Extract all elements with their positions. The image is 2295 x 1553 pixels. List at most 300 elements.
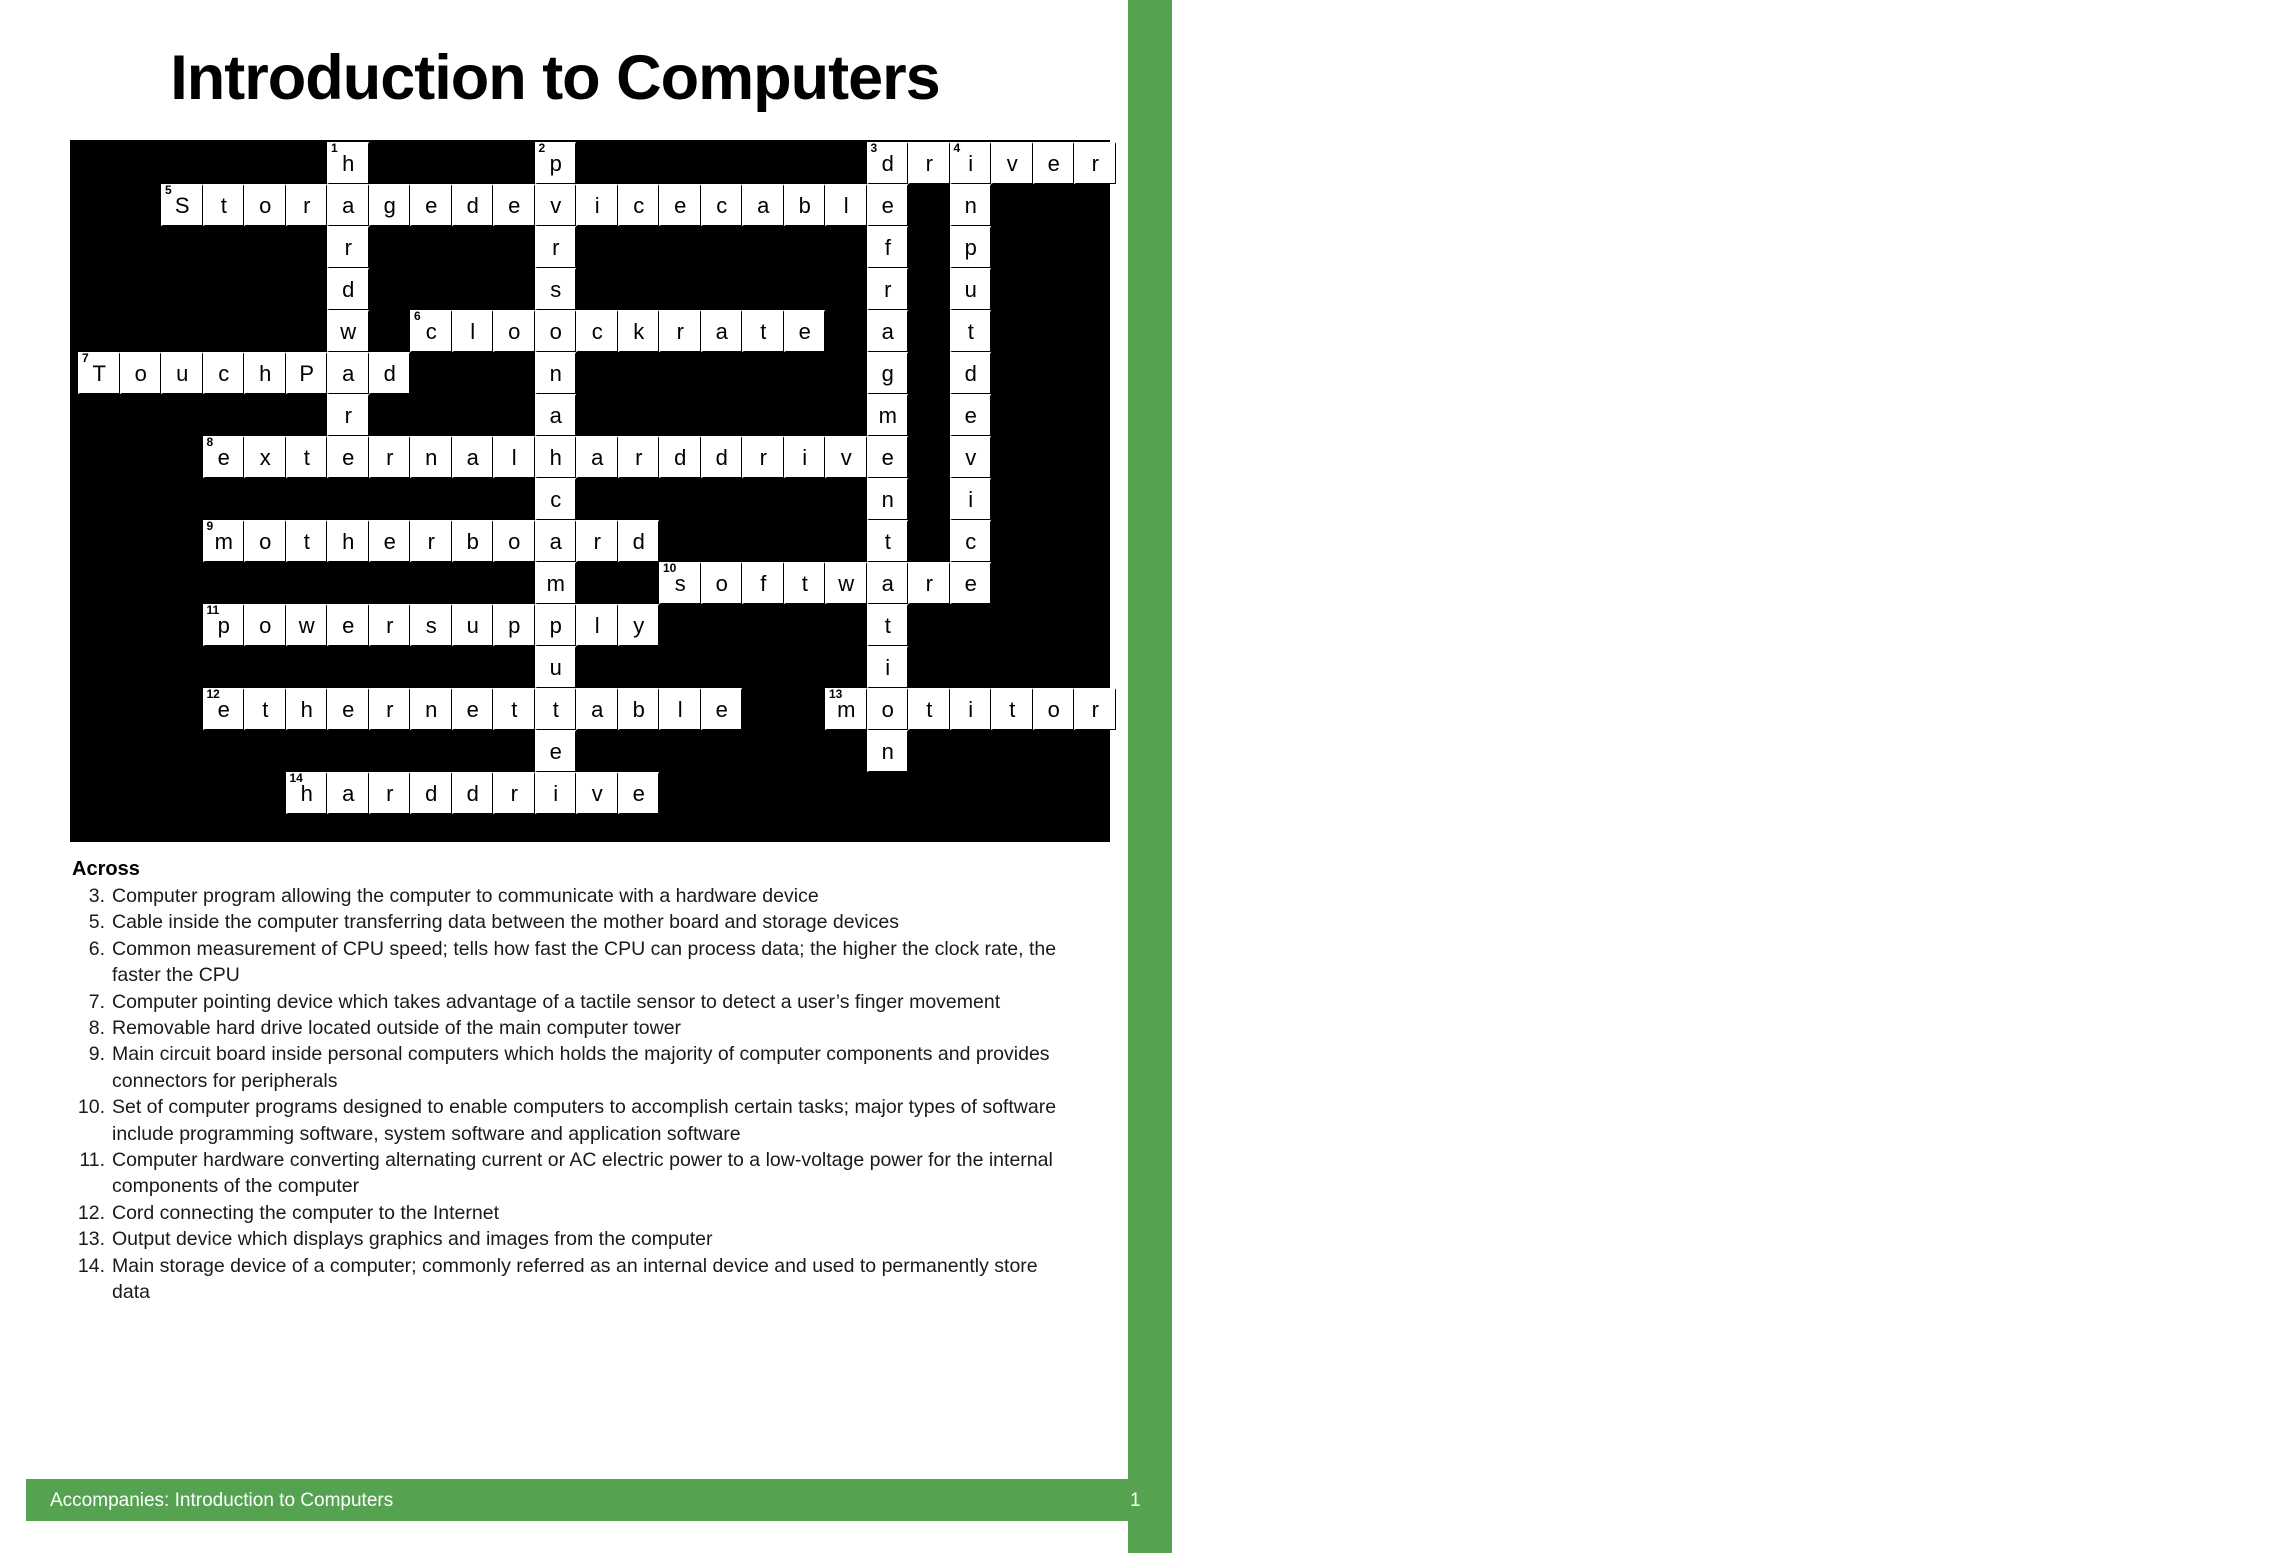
grid-cell[interactable] — [618, 688, 660, 730]
grid-cell-letter: d — [383, 361, 396, 386]
grid-cell[interactable] — [659, 184, 701, 226]
grid-cell[interactable] — [244, 520, 286, 562]
grid-cell[interactable] — [867, 478, 909, 520]
clue-text: Cable inside the computer transferring data between the mother board and storage devices — [112, 911, 899, 934]
grid-cell[interactable] — [327, 226, 369, 268]
grid-cell[interactable] — [410, 184, 452, 226]
grid-cell-letter: e — [881, 193, 894, 218]
grid-cell[interactable] — [410, 604, 452, 646]
grid-cell[interactable] — [1033, 142, 1075, 184]
grid-cell[interactable] — [867, 436, 909, 478]
clues-section — [72, 858, 1057, 1306]
grid-cell[interactable] — [742, 436, 784, 478]
grid-cell[interactable] — [867, 520, 909, 562]
grid-cell-letter: o — [259, 529, 272, 554]
grid-cell[interactable] — [701, 310, 743, 352]
grid-cell[interactable] — [950, 352, 992, 394]
grid-cell[interactable] — [161, 184, 203, 226]
grid-cell-letter: c — [218, 361, 230, 386]
grid-cell[interactable] — [286, 520, 328, 562]
grid-cell[interactable] — [327, 520, 369, 562]
clue-text: Set of computer programs designed to enable computers to accomplish certain tasks; major types of software include programming software, system software and application software — [112, 1096, 1057, 1145]
grid-cell[interactable] — [535, 604, 577, 646]
grid-cell[interactable] — [203, 520, 245, 562]
grid-cell-letter: e — [632, 781, 645, 806]
grid-cell[interactable] — [120, 352, 162, 394]
grid-cell[interactable] — [701, 184, 743, 226]
grid-cell[interactable] — [535, 520, 577, 562]
grid-cell[interactable] — [327, 352, 369, 394]
grid-cell-letter: t — [303, 445, 310, 470]
side-band-label: S T U D E N T C R O S S W O R D — [2268, 37, 2288, 540]
grid-cell[interactable] — [867, 730, 909, 772]
grid-cell-letter: n — [881, 739, 894, 764]
grid-cell[interactable] — [410, 310, 452, 352]
grid-cell[interactable] — [576, 688, 618, 730]
grid-cell-letter: o — [134, 361, 147, 386]
grid-cell-letter: n — [425, 697, 438, 722]
clue-item — [72, 1094, 1057, 1147]
grid-cell[interactable] — [452, 436, 494, 478]
grid-cell-letter: o — [881, 697, 894, 722]
grid-cell-letter: d — [466, 193, 479, 218]
grid-cell-letter: t — [511, 697, 518, 722]
clue-number: 13. — [77, 1228, 105, 1251]
clue-number: 3. — [88, 885, 105, 907]
grid-cell[interactable] — [784, 562, 826, 604]
clue-text: Computer program allowing the computer to communicate with a hardware device — [112, 885, 819, 907]
grid-cell[interactable] — [950, 520, 992, 562]
grid-cell[interactable] — [535, 142, 577, 184]
grid-cell[interactable] — [244, 184, 286, 226]
grid-cell-letter: e — [342, 445, 355, 470]
grid-cell[interactable] — [867, 352, 909, 394]
grid-cell[interactable] — [327, 142, 369, 184]
grid-cell[interactable] — [286, 688, 328, 730]
grid-cell-letter: g — [881, 361, 894, 386]
grid-cell-letter: e — [217, 697, 230, 722]
grid-cell[interactable] — [867, 184, 909, 226]
grid-cell[interactable] — [327, 268, 369, 310]
clue-item — [72, 989, 1057, 1015]
grid-cell-letter: r — [386, 445, 394, 470]
grid-cell[interactable] — [950, 184, 992, 226]
grid-cell-letter: a — [881, 319, 894, 344]
grid-cell-letter: v — [550, 193, 562, 218]
grid-cell[interactable] — [742, 562, 784, 604]
clue-number: 5. — [88, 911, 105, 934]
grid-cell-letter: t — [262, 697, 269, 722]
grid-cell-number: 2 — [538, 141, 546, 155]
grid-cell-letter: r — [676, 319, 684, 344]
grid-cell-number: 8 — [206, 435, 214, 449]
grid-cell[interactable] — [410, 436, 452, 478]
grid-cell-number: 3 — [870, 141, 878, 155]
grid-cell-letter: v — [965, 445, 977, 470]
grid-cell[interactable] — [1074, 142, 1116, 184]
grid-cell[interactable] — [535, 478, 577, 520]
grid-cell-letter: r — [1091, 697, 1099, 722]
grid-cell[interactable] — [203, 184, 245, 226]
grid-cell-letter: e — [964, 403, 977, 428]
grid-cell[interactable] — [286, 772, 328, 814]
grid-cell[interactable] — [203, 688, 245, 730]
grid-cell[interactable] — [452, 688, 494, 730]
grid-cell[interactable] — [701, 562, 743, 604]
grid-cell[interactable] — [369, 772, 411, 814]
grid-cell-letter: t — [303, 529, 310, 554]
grid-cell-letter: p — [549, 613, 562, 638]
clue-number: 9. — [88, 1043, 105, 1066]
grid-cell[interactable] — [203, 436, 245, 478]
grid-cell[interactable] — [535, 352, 577, 394]
grid-cell[interactable] — [286, 184, 328, 226]
grid-cell[interactable] — [825, 436, 867, 478]
grid-cell-letter: r — [303, 193, 311, 218]
grid-cell[interactable] — [493, 604, 535, 646]
grid-cell-letter: s — [674, 571, 686, 596]
grid-cell-letter: v — [840, 445, 852, 470]
grid-cell-letter: o — [259, 193, 272, 218]
clue-text: Removable hard drive located outside of the main computer tower — [112, 1017, 682, 1040]
grid-cell[interactable] — [618, 310, 660, 352]
grid-cell[interactable] — [493, 688, 535, 730]
grid-cell[interactable] — [784, 184, 826, 226]
grid-cell-letter: t — [552, 697, 559, 722]
grid-cell[interactable] — [784, 310, 826, 352]
grid-cell-letter: o — [508, 529, 521, 554]
grid-cell[interactable] — [369, 352, 411, 394]
clue-text: Computer pointing device which takes advantage of a tactile sensor to detect a user’s finger movement — [112, 990, 1001, 1013]
grid-cell-letter: d — [881, 151, 894, 176]
grid-cell-number: 7 — [82, 351, 89, 365]
grid-cell-letter: e — [549, 739, 562, 764]
grid-cell[interactable] — [867, 268, 909, 310]
grid-cell[interactable] — [452, 310, 494, 352]
grid-cell-letter: n — [964, 193, 977, 218]
grid-cell-letter: r — [344, 235, 352, 260]
grid-cell[interactable] — [244, 688, 286, 730]
clue-item — [72, 1015, 1057, 1041]
grid-cell-letter: v — [591, 781, 603, 806]
grid-cell-number: 10 — [663, 561, 677, 575]
grid-cell[interactable] — [867, 394, 909, 436]
grid-cell-letter: l — [594, 613, 600, 638]
clue-text: Common measurement of CPU speed; tells how fast the CPU can process data; the higher the clock rate, the faster the CPU — [112, 937, 1057, 987]
grid-cell[interactable] — [576, 772, 618, 814]
grid-cell-letter: u — [549, 655, 562, 680]
grid-cell-letter: h — [549, 445, 562, 470]
grid-cell[interactable] — [535, 646, 577, 688]
grid-cell-letter: i — [885, 655, 891, 680]
grid-cell-number: 1 — [331, 141, 338, 155]
grid-cell-letter: p — [217, 613, 230, 638]
clue-item — [72, 1041, 1057, 1094]
grid-cell-letter: o — [508, 319, 521, 344]
grid-cell-letter: c — [965, 529, 977, 554]
grid-cell[interactable] — [908, 142, 950, 184]
grid-cell[interactable] — [369, 184, 411, 226]
grid-cell-letter: r — [386, 613, 394, 638]
grid-cell-letter: d — [466, 781, 479, 806]
grid-cell-letter: n — [549, 361, 562, 386]
grid-cell[interactable] — [991, 688, 1033, 730]
grid-cell-letter: m — [878, 403, 897, 428]
grid-cell-letter: e — [508, 193, 521, 218]
grid-cell-letter: w — [298, 613, 315, 638]
grid-cell-letter: o — [259, 613, 272, 638]
grid-cell-letter: h — [342, 151, 355, 176]
grid-cell-letter: h — [259, 361, 272, 386]
grid-cell-letter: a — [549, 529, 562, 554]
grid-cell[interactable] — [161, 352, 203, 394]
grid-cell[interactable] — [203, 352, 245, 394]
grid-cell-letter: a — [591, 697, 604, 722]
grid-cell-letter: T — [92, 361, 106, 386]
grid-cell-letter: b — [798, 193, 811, 218]
side-band — [1128, 0, 2288, 1553]
grid-cell-number: 13 — [829, 687, 843, 701]
grid-cell[interactable] — [576, 604, 618, 646]
grid-cell-letter: d — [342, 277, 355, 302]
grid-cell-letter: i — [553, 781, 559, 806]
clue-text: Main storage device of a computer; commonly referred as an internal device and used to permanently store data — [112, 1254, 1038, 1304]
clue-text: Main circuit board inside personal computers which holds the majority of computer components and provides connectors for peripherals — [112, 1043, 1050, 1092]
grid-cell-letter: e — [674, 193, 687, 218]
grid-cell-letter: t — [801, 571, 808, 596]
grid-cell-letter: t — [884, 529, 891, 554]
grid-cell[interactable] — [659, 436, 701, 478]
grid-cell-letter: k — [633, 319, 645, 344]
grid-cell[interactable] — [327, 772, 369, 814]
grid-cell-letter: P — [299, 361, 315, 386]
grid-cell-letter: a — [591, 445, 604, 470]
grid-cell[interactable] — [535, 688, 577, 730]
grid-cell[interactable] — [286, 604, 328, 646]
grid-cell-letter: a — [342, 781, 355, 806]
grid-cell[interactable] — [369, 604, 411, 646]
grid-cell[interactable] — [825, 184, 867, 226]
clue-item — [72, 1147, 1057, 1200]
grid-cell-letter: t — [967, 319, 974, 344]
grid-cell[interactable] — [493, 184, 535, 226]
grid-cell[interactable] — [825, 688, 867, 730]
grid-cell-letter: e — [383, 529, 396, 554]
grid-cell[interactable] — [950, 142, 992, 184]
clues-list — [72, 883, 1057, 1306]
grid-cell[interactable] — [535, 730, 577, 772]
grid-cell[interactable] — [535, 394, 577, 436]
grid-cell-number: 4 — [953, 141, 961, 155]
grid-cell[interactable] — [203, 604, 245, 646]
grid-cell[interactable] — [867, 142, 909, 184]
grid-cell[interactable] — [908, 688, 950, 730]
grid-cell-letter: t — [926, 697, 933, 722]
grid-cell-letter: e — [798, 319, 811, 344]
grid-cell[interactable] — [244, 436, 286, 478]
grid-cell[interactable] — [576, 310, 618, 352]
grid-cell[interactable] — [618, 184, 660, 226]
grid-cell[interactable] — [493, 520, 535, 562]
grid-cell[interactable] — [327, 688, 369, 730]
grid-cell[interactable] — [576, 436, 618, 478]
grid-cell[interactable] — [742, 184, 784, 226]
grid-cell[interactable] — [410, 520, 452, 562]
grid-cell-letter: a — [466, 445, 479, 470]
grid-cell[interactable] — [535, 436, 577, 478]
clue-item — [72, 1226, 1057, 1252]
grid-cell[interactable] — [410, 688, 452, 730]
grid-cell[interactable] — [576, 184, 618, 226]
grid-cell-letter: w — [838, 571, 855, 596]
grid-cell[interactable] — [535, 562, 577, 604]
clue-number: 14. — [77, 1254, 105, 1277]
grid-cell-letter: r — [884, 277, 892, 302]
grid-cell[interactable] — [908, 562, 950, 604]
grid-cell[interactable] — [867, 310, 909, 352]
grid-cell[interactable] — [452, 184, 494, 226]
grid-cell[interactable] — [659, 310, 701, 352]
grid-cell-letter: v — [1006, 151, 1018, 176]
clue-item — [72, 909, 1057, 935]
grid-cell[interactable] — [659, 688, 701, 730]
grid-cell[interactable] — [535, 268, 577, 310]
grid-cell[interactable] — [327, 604, 369, 646]
grid-cell[interactable] — [535, 226, 577, 268]
grid-cell[interactable] — [867, 226, 909, 268]
grid-cell[interactable] — [452, 604, 494, 646]
grid-cell[interactable] — [659, 562, 701, 604]
grid-cell[interactable] — [286, 352, 328, 394]
grid-cell[interactable] — [535, 184, 577, 226]
grid-cell-letter: l — [511, 445, 517, 470]
grid-cell-letter: s — [425, 613, 437, 638]
grid-cell[interactable] — [576, 520, 618, 562]
grid-cell[interactable] — [950, 226, 992, 268]
grid-cell[interactable] — [950, 562, 992, 604]
grid-cell-letter: a — [715, 319, 728, 344]
grid-cell[interactable] — [286, 436, 328, 478]
grid-cell[interactable] — [369, 436, 411, 478]
grid-cell[interactable] — [410, 772, 452, 814]
grid-cell-letter: d — [715, 445, 728, 470]
grid-cell-letter: o — [1047, 697, 1060, 722]
grid-cell-letter: c — [425, 319, 437, 344]
grid-cell-letter: u — [176, 361, 189, 386]
grid-cell-letter: r — [344, 403, 352, 428]
grid-cell-letter: w — [340, 319, 357, 344]
grid-cell[interactable] — [950, 688, 992, 730]
grid-cell-letter: u — [964, 277, 977, 302]
grid-cell[interactable] — [825, 562, 867, 604]
grid-cell[interactable] — [452, 772, 494, 814]
grid-cell[interactable] — [867, 646, 909, 688]
grid-cell-letter: l — [470, 319, 476, 344]
clue-item — [72, 1200, 1057, 1226]
clue-item — [72, 1253, 1057, 1306]
grid-cell-letter: h — [342, 529, 355, 554]
grid-cell[interactable] — [618, 772, 660, 814]
grid-cell[interactable] — [1033, 688, 1075, 730]
grid-cell[interactable] — [784, 436, 826, 478]
clue-number: 8. — [88, 1017, 105, 1040]
page-title: Introduction to Computers — [170, 43, 940, 113]
grid-cell-letter: n — [881, 487, 894, 512]
footer-text: Accompanies: Introduction to Computers — [50, 1490, 394, 1511]
clue-number: 11. — [79, 1149, 105, 1172]
grid-cell-number: 11 — [206, 603, 220, 617]
grid-cell[interactable] — [78, 352, 120, 394]
grid-cell[interactable] — [327, 310, 369, 352]
grid-cell-letter: c — [633, 193, 645, 218]
grid-cell[interactable] — [369, 688, 411, 730]
grid-cell[interactable] — [369, 520, 411, 562]
grid-cell[interactable] — [244, 604, 286, 646]
grid-cell[interactable] — [244, 352, 286, 394]
grid-cell-number: 6 — [414, 309, 421, 323]
grid-cell-letter: e — [1047, 151, 1060, 176]
grid-cell-letter: r — [759, 445, 767, 470]
grid-cell-letter: e — [715, 697, 728, 722]
grid-cell[interactable] — [742, 310, 784, 352]
grid-cell[interactable] — [535, 310, 577, 352]
grid-cell-letter: i — [594, 193, 600, 218]
grid-cell-letter: p — [964, 235, 977, 260]
grid-cell[interactable] — [327, 394, 369, 436]
grid-cell-letter: e — [466, 697, 479, 722]
grid-cell-letter: e — [964, 571, 977, 596]
grid-cell-letter: p — [508, 613, 521, 638]
grid-cell-letter: i — [968, 487, 974, 512]
grid-cell[interactable] — [327, 436, 369, 478]
grid-cell[interactable] — [1074, 688, 1116, 730]
grid-cell-letter: o — [549, 319, 562, 344]
grid-cell[interactable] — [618, 520, 660, 562]
grid-cell-letter: r — [386, 781, 394, 806]
grid-cell-letter: b — [466, 529, 479, 554]
grid-cell-letter: t — [760, 319, 767, 344]
grid-cell[interactable] — [452, 520, 494, 562]
grid-cell-number: 14 — [289, 771, 303, 785]
grid-cell[interactable] — [701, 436, 743, 478]
clue-text: Output device which displays graphics and images from the computer — [112, 1228, 713, 1251]
grid-cell-letter: f — [884, 235, 891, 260]
grid-cell[interactable] — [493, 772, 535, 814]
grid-cell[interactable] — [701, 688, 743, 730]
grid-cell[interactable] — [327, 184, 369, 226]
grid-cell-letter: m — [837, 697, 856, 722]
grid-cell-letter: l — [843, 193, 849, 218]
grid-cell[interactable] — [950, 310, 992, 352]
grid-cell[interactable] — [618, 436, 660, 478]
grid-cell[interactable] — [493, 436, 535, 478]
grid-cell[interactable] — [493, 310, 535, 352]
grid-cell[interactable] — [950, 436, 992, 478]
grid-cell-number: 5 — [165, 183, 172, 197]
grid-cell-letter: m — [546, 571, 565, 596]
grid-cell-letter: l — [677, 697, 683, 722]
footer-page-number: 1 — [1130, 1490, 1141, 1511]
grid-cell[interactable] — [535, 772, 577, 814]
grid-cell[interactable] — [950, 394, 992, 436]
grid-cell[interactable] — [991, 142, 1033, 184]
grid-cell[interactable] — [867, 604, 909, 646]
grid-cell[interactable] — [950, 268, 992, 310]
grid-cell[interactable] — [950, 478, 992, 520]
grid-cell[interactable] — [867, 688, 909, 730]
grid-cell[interactable] — [867, 562, 909, 604]
grid-cell[interactable] — [618, 604, 660, 646]
